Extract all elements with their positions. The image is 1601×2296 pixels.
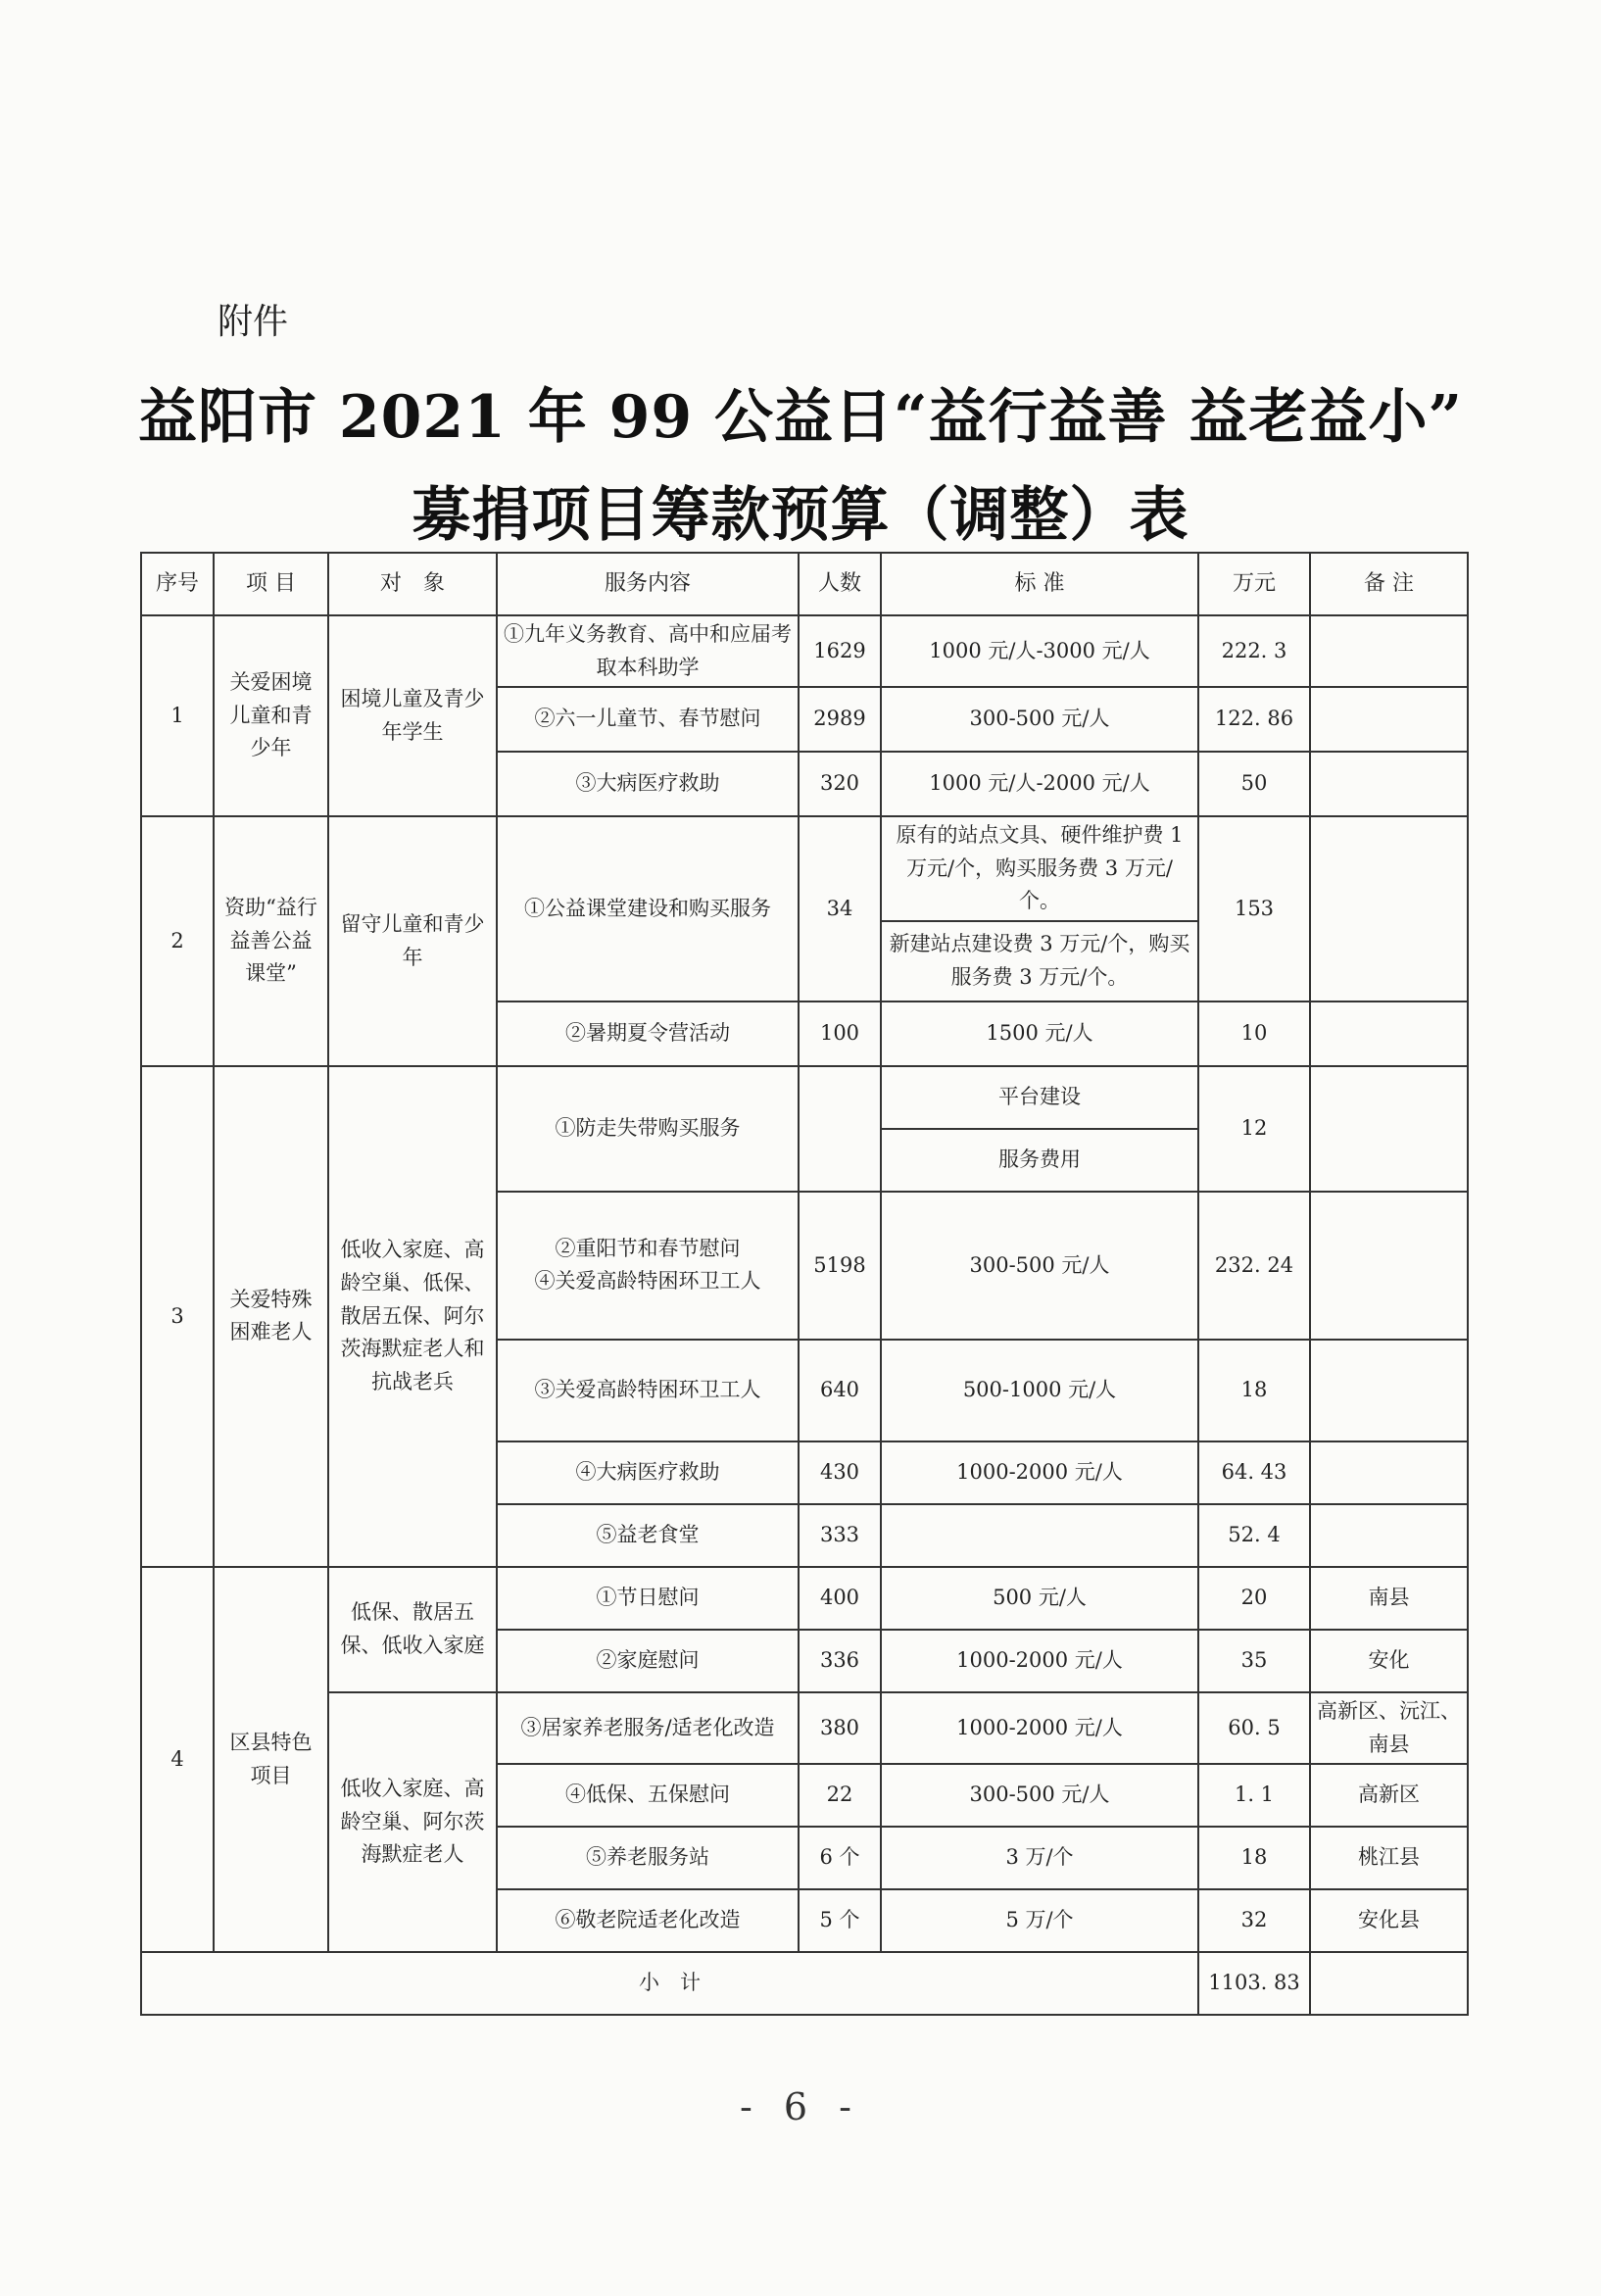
note-cell: 安化县 — [1310, 1889, 1468, 1952]
table-row — [141, 1692, 1468, 1764]
group-1-seq: 1 — [141, 615, 214, 816]
note-cell — [1310, 752, 1468, 816]
standard-cell: 1000 元/人-3000 元/人 — [881, 615, 1198, 687]
header-standard: 标 准 — [881, 553, 1198, 615]
people-cell: 100 — [799, 1001, 881, 1066]
standard-cell: 1000 元/人-2000 元/人 — [881, 752, 1198, 816]
amount-cell: 18 — [1198, 1340, 1310, 1441]
people-cell: 34 — [799, 816, 881, 1001]
amount-cell: 12 — [1198, 1066, 1310, 1192]
budget-table — [140, 552, 1469, 2016]
standard-cell-platform: 平台建设 — [881, 1066, 1198, 1129]
service-cell: ②六一儿童节、春节慰问 — [497, 687, 799, 752]
amount-cell: 1. 1 — [1198, 1764, 1310, 1827]
subtotal-note — [1310, 1952, 1468, 2015]
standard-cell: 1000-2000 元/人 — [881, 1692, 1198, 1764]
amount-cell: 122. 86 — [1198, 687, 1310, 752]
header-amount: 万元 — [1198, 553, 1310, 615]
service-cell: ②暑期夏令营活动 — [497, 1001, 799, 1066]
table-row — [141, 1066, 1468, 1129]
standard-cell-existing: 原有的站点文具、硬件维护费 1 万元/个，购买服务费 3 万元/个。 — [881, 816, 1198, 921]
header-target: 对 象 — [328, 553, 497, 615]
table-row — [141, 1567, 1468, 1630]
service-cell: ⑤益老食堂 — [497, 1504, 799, 1567]
standard-cell: 500-1000 元/人 — [881, 1340, 1198, 1441]
group-3-target: 低收入家庭、高龄空巢、低保、散居五保、阿尔茨海默症老人和抗战老兵 — [328, 1066, 497, 1567]
group-2-seq: 2 — [141, 816, 214, 1066]
note-cell: 高新区、沅江、南县 — [1310, 1692, 1468, 1764]
page-number: - 6 - — [739, 2085, 861, 2128]
people-cell: 320 — [799, 752, 881, 816]
note-cell — [1310, 1441, 1468, 1504]
amount-cell: 153 — [1198, 816, 1310, 1001]
people-cell: 5 个 — [799, 1889, 881, 1952]
standard-cell: 1000-2000 元/人 — [881, 1630, 1198, 1692]
note-cell: 安化 — [1310, 1630, 1468, 1692]
service-cell — [497, 1192, 799, 1340]
amount-cell: 222. 3 — [1198, 615, 1310, 687]
attachment-label: 附件 — [218, 302, 289, 342]
table-header-row — [141, 553, 1468, 615]
standard-cell: 5 万/个 — [881, 1889, 1198, 1952]
service-cell: ①防走失带购买服务 — [497, 1066, 799, 1192]
amount-cell: 35 — [1198, 1630, 1310, 1692]
header-people: 人数 — [799, 553, 881, 615]
header-note: 备 注 — [1310, 553, 1468, 615]
group-4-target-b: 低收入家庭、高龄空巢、阿尔茨海默症老人 — [328, 1692, 497, 1952]
header-service: 服务内容 — [497, 553, 799, 615]
standard-cell-service-fee: 服务费用 — [881, 1129, 1198, 1192]
service-cell: ④大病医疗救助 — [497, 1441, 799, 1504]
group-4-project: 区县特色项目 — [214, 1567, 328, 1952]
people-cell — [799, 1066, 881, 1192]
people-cell: 22 — [799, 1764, 881, 1827]
service-cell: ②家庭慰问 — [497, 1630, 799, 1692]
service-cell: ③居家养老服务/适老化改造 — [497, 1692, 799, 1764]
standard-cell: 1000-2000 元/人 — [881, 1441, 1198, 1504]
note-cell — [1310, 816, 1468, 1001]
subtotal-label: 小 计 — [141, 1952, 1198, 2015]
amount-cell: 64. 43 — [1198, 1441, 1310, 1504]
note-cell: 高新区 — [1310, 1764, 1468, 1827]
group-3-project: 关爱特殊困难老人 — [214, 1066, 328, 1567]
standard-cell — [881, 1504, 1198, 1567]
group-2-target: 留守儿童和青少年 — [328, 816, 497, 1066]
service-cell: ③大病医疗救助 — [497, 752, 799, 816]
amount-cell: 18 — [1198, 1827, 1310, 1889]
service-cell: ⑥敬老院适老化改造 — [497, 1889, 799, 1952]
people-cell: 380 — [799, 1692, 881, 1764]
people-cell: 333 — [799, 1504, 881, 1567]
standard-cell: 1500 元/人 — [881, 1001, 1198, 1066]
note-cell: 南县 — [1310, 1567, 1468, 1630]
service-cell: ⑤养老服务站 — [497, 1827, 799, 1889]
note-cell — [1310, 1001, 1468, 1066]
amount-cell: 52. 4 — [1198, 1504, 1310, 1567]
standard-cell-new: 新建站点建设费 3 万元/个，购买服务费 3 万元/个。 — [881, 921, 1198, 1001]
subtotal-amount: 1103. 83 — [1198, 1952, 1310, 2015]
people-cell: 640 — [799, 1340, 881, 1441]
standard-cell: 300-500 元/人 — [881, 1192, 1198, 1340]
people-cell: 1629 — [799, 615, 881, 687]
people-cell: 336 — [799, 1630, 881, 1692]
group-2-project: 资助“益行益善公益课堂” — [214, 816, 328, 1066]
header-project: 项 目 — [214, 553, 328, 615]
note-cell: 桃江县 — [1310, 1827, 1468, 1889]
service-line: ④关爱高龄特困环卫工人 — [534, 1269, 761, 1294]
group-1-target: 困境儿童及青少年学生 — [328, 615, 497, 816]
people-cell: 400 — [799, 1567, 881, 1630]
amount-cell: 232. 24 — [1198, 1192, 1310, 1340]
service-cell: ④低保、五保慰问 — [497, 1764, 799, 1827]
group-1-project: 关爱困境儿童和青少年 — [214, 615, 328, 816]
group-4-target-a: 低保、散居五保、低收入家庭 — [328, 1567, 497, 1692]
note-cell — [1310, 1066, 1468, 1192]
group-4-seq: 4 — [141, 1567, 214, 1952]
service-cell: ①节日慰问 — [497, 1567, 799, 1630]
amount-cell: 32 — [1198, 1889, 1310, 1952]
table-row — [141, 615, 1468, 687]
table-row — [141, 816, 1468, 921]
service-cell: ①公益课堂建设和购买服务 — [497, 816, 799, 1001]
standard-cell: 3 万/个 — [881, 1827, 1198, 1889]
note-cell — [1310, 615, 1468, 687]
standard-cell: 300-500 元/人 — [881, 1764, 1198, 1827]
service-line: ②重阳节和春节慰问 — [555, 1236, 741, 1260]
amount-cell: 60. 5 — [1198, 1692, 1310, 1764]
standard-cell: 300-500 元/人 — [881, 687, 1198, 752]
document-title-line-2: 募捐项目筹款预算（调整）表 — [412, 481, 1189, 550]
amount-cell: 20 — [1198, 1567, 1310, 1630]
note-cell — [1310, 687, 1468, 752]
group-3-seq: 3 — [141, 1066, 214, 1567]
note-cell — [1310, 1504, 1468, 1567]
people-cell: 5198 — [799, 1192, 881, 1340]
people-cell: 430 — [799, 1441, 881, 1504]
amount-cell: 10 — [1198, 1001, 1310, 1066]
standard-cell: 500 元/人 — [881, 1567, 1198, 1630]
amount-cell: 50 — [1198, 752, 1310, 816]
header-seq: 序号 — [141, 553, 214, 615]
document-title-line-1: 益阳市 2021 年 99 公益日“益行益善 益老益小” — [138, 383, 1463, 452]
note-cell — [1310, 1340, 1468, 1441]
note-cell — [1310, 1192, 1468, 1340]
people-cell: 2989 — [799, 687, 881, 752]
service-cell: ③关爱高龄特困环卫工人 — [497, 1340, 799, 1441]
service-cell: ①九年义务教育、高中和应届考取本科助学 — [497, 615, 799, 687]
people-cell: 6 个 — [799, 1827, 881, 1889]
subtotal-row — [141, 1952, 1468, 2015]
